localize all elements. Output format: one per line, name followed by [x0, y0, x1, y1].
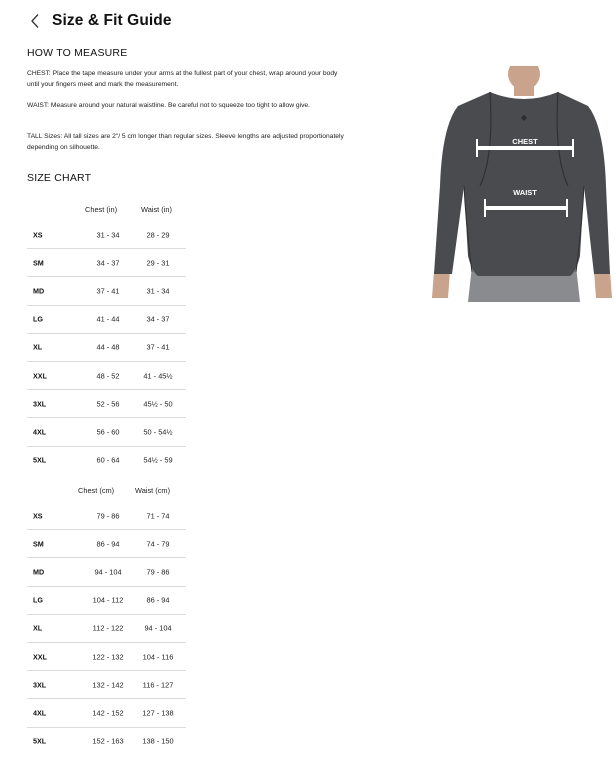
table-row: [27, 306, 186, 334]
chevron-left-icon: [30, 13, 40, 29]
size-chart-heading: SIZE CHART: [27, 172, 92, 184]
size-cell: XL: [33, 623, 43, 633]
chest-cell: 48 - 52: [96, 371, 120, 381]
table-row: [27, 530, 186, 558]
table-body: [27, 502, 186, 755]
model-illustration: [420, 66, 616, 302]
table-row: [27, 643, 186, 671]
table-row: [27, 249, 186, 277]
table-row: [27, 728, 186, 755]
table-row: [27, 362, 186, 390]
size-cell: LG: [33, 314, 43, 324]
column-header-waist: Waist (in): [141, 205, 172, 214]
chest-instructions: CHEST: Place the tape measure under your arms at the fullest part of your chest, wrap around your body until your fingers meet and mark the measurement.: [27, 70, 338, 89]
chest-cell: 34 - 37: [96, 258, 120, 268]
waist-label: WAIST: [513, 188, 537, 197]
waist-cell: 116 - 127: [142, 680, 174, 690]
size-cell: 3XL: [33, 680, 47, 690]
chest-cell: 60 - 64: [96, 455, 120, 465]
table-row: [27, 502, 186, 530]
waist-cell: 45½ - 50: [143, 399, 173, 409]
waist-cell: 104 - 116: [142, 652, 174, 662]
table-row: [27, 418, 186, 446]
table-row: [27, 390, 186, 418]
table-row: [27, 221, 186, 249]
size-cell: 5XL: [33, 455, 47, 465]
page-header: [26, 9, 172, 33]
waist-measure-band: [485, 206, 567, 210]
size-table-cm: [27, 486, 186, 755]
chest-label: CHEST: [512, 137, 538, 146]
size-table-inches: [27, 205, 186, 474]
waist-cell: 138 - 150: [142, 736, 174, 746]
waist-cell: 54½ - 59: [143, 455, 173, 465]
waist-cell: 74 - 79: [146, 539, 170, 549]
chest-cell: 152 - 163: [92, 736, 124, 746]
table-row: [27, 334, 186, 362]
size-cell: XXL: [33, 652, 47, 662]
tall-sizes-note: TALL Sizes: All tall sizes are 2"/ 5 cm longer than regular sizes. Sleeve lengths are adjusted proportionately depending on silhouette.: [27, 133, 344, 152]
size-cell: XXL: [33, 371, 47, 381]
chest-cell: 94 - 104: [94, 567, 122, 577]
svg-text:◆: ◆: [520, 113, 528, 122]
how-to-measure-heading: HOW TO MEASURE: [27, 47, 128, 59]
model-figure: [420, 66, 616, 302]
waist-cell: 71 - 74: [146, 511, 170, 521]
table-row: [27, 277, 186, 305]
chest-cell: 31 - 34: [96, 230, 120, 240]
chest-measure-band: [477, 146, 573, 150]
neck: [514, 78, 534, 96]
size-cell: LG: [33, 595, 43, 605]
page-title: Size & Fit Guide: [52, 12, 172, 29]
table-row: [27, 615, 186, 643]
chest-cell: 44 - 48: [96, 342, 120, 352]
waist-cell: 86 - 94: [146, 595, 170, 605]
table-row: [27, 558, 186, 586]
chest-cell: 79 - 86: [96, 511, 120, 521]
chest-cell: 56 - 60: [96, 427, 120, 437]
size-cell: 4XL: [33, 708, 47, 718]
column-header-waist: Waist (cm): [135, 486, 171, 495]
waist-cell: 31 - 34: [146, 286, 170, 296]
size-cell: 5XL: [33, 736, 47, 746]
back-button[interactable]: [26, 10, 44, 32]
size-cell: MD: [33, 286, 45, 296]
waist-cell: 41 - 45½: [143, 371, 173, 381]
chest-cell: 104 - 112: [92, 595, 124, 605]
table-body: [27, 221, 186, 474]
table-header: [27, 486, 186, 502]
chest-cell: 112 - 122: [92, 623, 124, 633]
waist-cell: 50 - 54½: [143, 427, 173, 437]
table-row: [27, 447, 186, 474]
waist-cell: 29 - 31: [146, 258, 170, 268]
waist-cell: 28 - 29: [146, 230, 170, 240]
left-hand: [432, 271, 450, 298]
size-cell: XS: [33, 230, 43, 240]
column-header-chest: Chest (cm): [78, 486, 115, 495]
waist-cell: 79 - 86: [146, 567, 170, 577]
waist-cell: 94 - 104: [144, 623, 172, 633]
size-cell: SM: [33, 539, 44, 549]
size-cell: XL: [33, 342, 43, 352]
chest-cell: 122 - 132: [92, 652, 124, 662]
chest-cell: 41 - 44: [96, 314, 120, 324]
waist-instructions: WAIST: Measure around your natural waistline. Be careful not to squeeze too tight to allow give.: [27, 102, 311, 109]
table-header: [27, 205, 186, 221]
waist-cell: 37 - 41: [146, 342, 170, 352]
right-hand: [594, 271, 612, 298]
chest-cell: 132 - 142: [92, 680, 124, 690]
size-cell: 3XL: [33, 399, 47, 409]
size-cell: 4XL: [33, 427, 47, 437]
table-row: [27, 587, 186, 615]
table-row: [27, 671, 186, 699]
size-cell: SM: [33, 258, 44, 268]
size-cell: XS: [33, 511, 43, 521]
chest-cell: 37 - 41: [96, 286, 120, 296]
chest-cell: 52 - 56: [96, 399, 120, 409]
waist-cell: 127 - 138: [142, 708, 174, 718]
size-cell: MD: [33, 567, 45, 577]
chest-cell: 142 - 152: [92, 708, 124, 718]
waist-cell: 34 - 37: [146, 314, 170, 324]
column-header-chest: Chest (in): [85, 205, 118, 214]
table-row: [27, 699, 186, 727]
chest-cell: 86 - 94: [96, 539, 120, 549]
